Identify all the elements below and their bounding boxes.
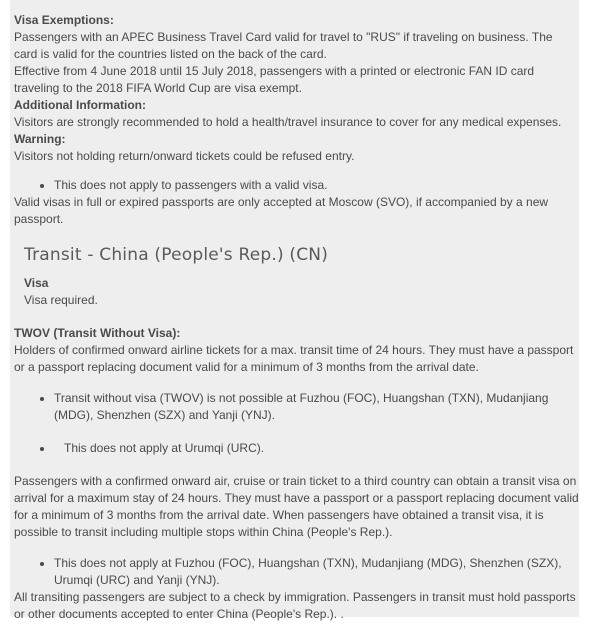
visa-exemptions-heading: Visa Exemptions: [14, 13, 114, 27]
list-item: • This does not apply at Urumqi (URC). [54, 440, 579, 457]
twov-bullet-list-3 [14, 555, 579, 589]
visa-exemptions-line1: Passengers with an APEC Business Travel Card valid for travel to "RUS" if traveling on business. The card is valid for the countries listed on the back of the card. [14, 30, 553, 61]
warning-after-text: Valid visas in full or expired passports are only accepted at Moscow (SVO), if accompanied by a new passport. [14, 195, 549, 226]
list-item: • This does not apply at Fuzhou (FOC), Huangshan (TXN), Mudanjiang (MDG), Shenzhen (SZX), Urumqi (URC) and Yanji (YNJ). [54, 555, 579, 589]
warning-heading: Warning: [14, 132, 66, 146]
transit-visa-heading: Visa [24, 276, 49, 290]
transit-visa-text: Visa required. [24, 293, 98, 307]
twov-final-text: All transiting passengers are subject to a check by immigration. Passengers in transit must hold passports or other documents accepted to enter China (People's Rep.). . [14, 590, 576, 621]
additional-information-text: Visitors are strongly recommended to hold a health/travel insurance to cover for any medical expenses. [14, 115, 562, 129]
twov-heading: TWOV (Transit Without Visa): [14, 326, 181, 340]
transit-title: Transit - China (People's Rep.) (CN) [24, 245, 329, 265]
twov-paragraph-2: Passengers with a confirmed onward air, cruise or train ticket to a third country can obtain a transit visa on arrival for a maximum stay of 24 hours. They must have a passport or a passport replacing document valid for a minimum of 3 months from the arrival date. When passengers have obtained a transit visa, it is possible to transit including multiple stops within China (People's Rep.). [14, 474, 579, 539]
list-item: • This does not apply to passengers with a valid visa. [54, 177, 579, 194]
twov-bullet-list-2 [14, 440, 579, 457]
warning-bullet-list [14, 177, 579, 194]
twov-text: Holders of confirmed onward airline tickets for a max. transit time of 24 hours. They must have a passport or a passport replacing document valid for a minimum of 3 months from the arrival date. [14, 343, 574, 374]
visa-exemptions-line2: Effective from 4 June 2018 until 15 July 2018, passengers with a printed or electronic FAN ID card traveling to the 2018 FIFA World Cup are visa exempt. [14, 64, 535, 95]
transit-visa-block [24, 275, 579, 309]
warning-text: Visitors not holding return/onward tickets could be refused entry. [14, 149, 355, 163]
list-item: • Transit without visa (TWOV) is not possible at Fuzhou (FOC), Huangshan (TXN), Mudanjiang (MDG), Shenzhen (SZX) and Yanji (YNJ). [54, 390, 579, 424]
travel-info-panel [10, 0, 579, 621]
twov-bullet-list [14, 390, 579, 424]
additional-information-heading: Additional Information: [14, 98, 146, 112]
